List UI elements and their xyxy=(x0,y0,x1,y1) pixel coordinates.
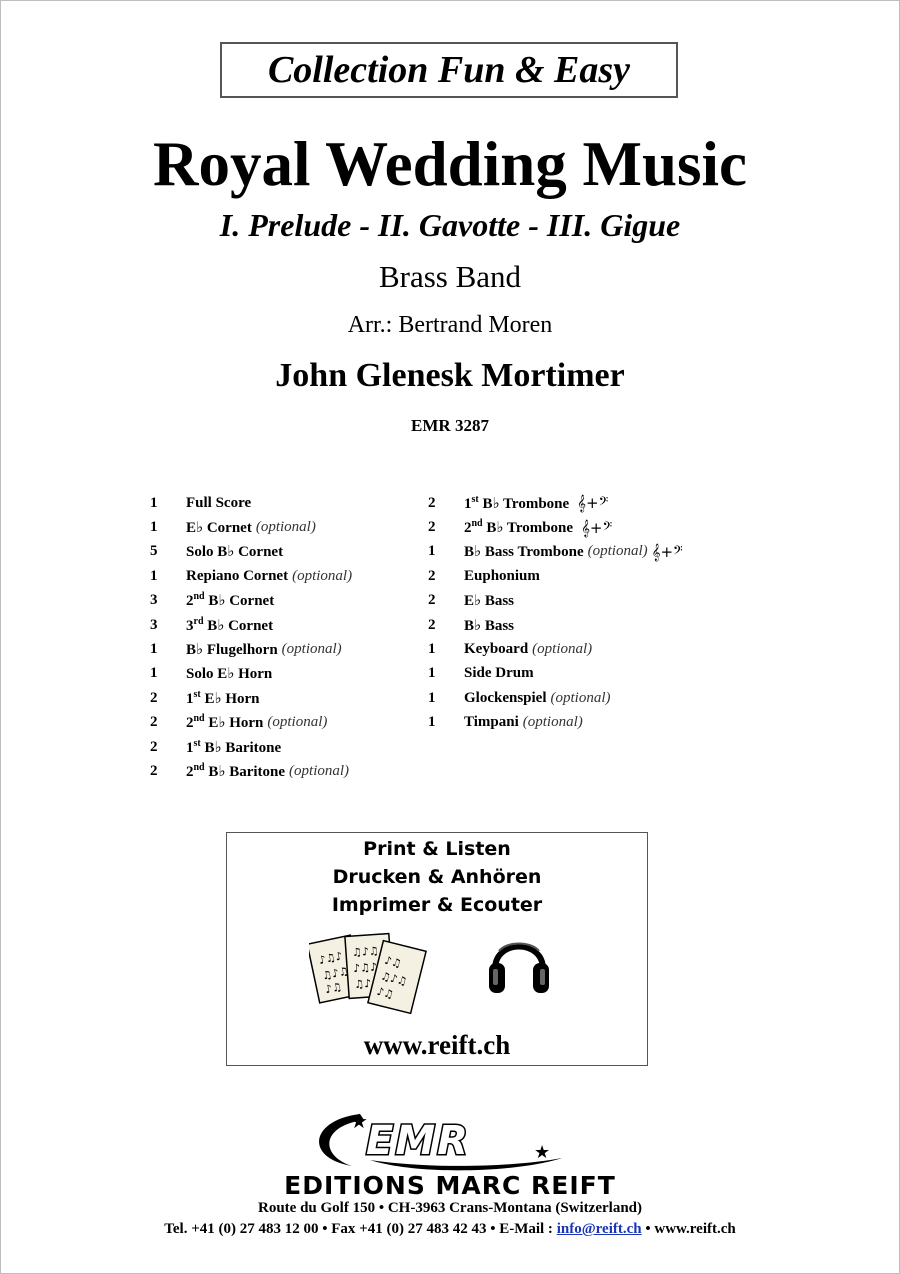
part-name: 1st B♭ Baritone xyxy=(186,737,282,756)
website-link[interactable]: www.reift.ch xyxy=(363,1030,511,1060)
part-item xyxy=(150,735,352,759)
part-qty: 1 xyxy=(150,641,158,658)
svg-text:♫♪♫: ♫♪♫ xyxy=(351,944,380,960)
parts-list-left xyxy=(150,491,352,784)
part-qty: 2 xyxy=(428,519,436,536)
sheet-music-icon xyxy=(309,927,427,1019)
treble-bass-clef-icon: 𝄞+𝄢 xyxy=(581,518,613,537)
part-item xyxy=(150,759,352,783)
part-item xyxy=(428,686,683,710)
part-note: (optional) xyxy=(292,567,353,584)
arranger: Arr.: Bertrand Moren xyxy=(347,312,553,338)
composer: John Glenesk Mortimer xyxy=(275,357,625,394)
svg-text:♫♪♫: ♫♪♫ xyxy=(320,964,350,983)
treble-bass-clef-icon: 𝄞+𝄢 xyxy=(577,494,609,513)
part-qty: 2 xyxy=(428,567,436,584)
part-note: (optional) xyxy=(281,641,342,658)
part-item xyxy=(428,637,683,661)
part-item xyxy=(150,711,352,735)
email-link[interactable]: info@reift.ch xyxy=(556,1221,642,1237)
part-qty: 2 xyxy=(428,494,436,511)
headphones-icon xyxy=(485,927,553,999)
part-name: Euphonium xyxy=(464,567,540,584)
part-item xyxy=(150,491,352,515)
part-item xyxy=(428,540,683,564)
emr-logo xyxy=(300,1106,570,1176)
ensemble: Brass Band xyxy=(378,259,522,294)
part-item xyxy=(150,613,352,637)
promo-line-french: Imprimer & Ecouter xyxy=(331,894,543,916)
footer-website: • www.reift.ch xyxy=(645,1221,736,1237)
part-item xyxy=(150,515,352,539)
part-note: (optional) xyxy=(550,689,611,706)
series-title: Collection Fun & Easy xyxy=(220,42,678,98)
part-qty: 2 xyxy=(428,592,436,609)
part-note: (optional) xyxy=(267,714,328,731)
part-name: Full Score xyxy=(186,494,252,511)
svg-text:★: ★ xyxy=(534,1142,551,1163)
part-qty: 1 xyxy=(150,494,158,511)
publisher-name: EDITIONS MARC REIFT xyxy=(284,1171,616,1200)
part-name: Side Drum xyxy=(464,665,534,682)
part-item xyxy=(150,589,352,613)
page-title: Royal Wedding Music xyxy=(153,129,747,199)
part-note: (optional) xyxy=(522,714,583,731)
treble-bass-clef-icon: 𝄞+𝄢 xyxy=(651,542,683,561)
svg-text:★: ★ xyxy=(350,1109,368,1133)
part-qty: 2 xyxy=(150,738,158,755)
part-qty: 1 xyxy=(150,665,158,682)
part-name: 1st B♭ Trombone xyxy=(464,493,570,512)
movements-subtitle: I. Prelude - II. Gavotte - III. Gigue xyxy=(219,207,681,243)
part-qty: 2 xyxy=(150,714,158,731)
part-item xyxy=(150,564,352,588)
part-qty: 1 xyxy=(428,714,436,731)
svg-text:♪♫: ♪♫ xyxy=(383,953,403,971)
svg-text:♫♪♫: ♫♪♫ xyxy=(379,969,409,989)
part-name: 3rd B♭ Cornet xyxy=(186,615,274,634)
part-name: B♭ Flugelhorn xyxy=(186,642,278,659)
part-note: (optional) xyxy=(532,641,593,658)
svg-text:♪♫♪: ♪♫♪ xyxy=(352,960,378,976)
part-item xyxy=(428,564,683,588)
part-name: Repiano Cornet xyxy=(186,567,289,584)
part-name: Keyboard xyxy=(464,641,529,658)
promo-line-english: Print & Listen xyxy=(363,838,511,860)
part-item xyxy=(428,711,683,735)
part-name: Solo E♭ Horn xyxy=(186,666,273,683)
publisher-address: Route du Golf 150 • CH-3963 Crans-Montana (Switzerland) xyxy=(258,1200,642,1216)
part-note: (optional) xyxy=(255,519,316,536)
svg-text:♪♫♪: ♪♫♪ xyxy=(317,949,344,968)
part-qty: 1 xyxy=(150,519,158,536)
part-name: Timpani xyxy=(464,714,519,731)
part-item xyxy=(150,686,352,710)
svg-text:♫♪: ♫♪ xyxy=(353,976,372,992)
part-item xyxy=(150,637,352,661)
part-item xyxy=(150,540,352,564)
part-qty: 1 xyxy=(428,543,436,560)
part-item xyxy=(428,662,683,686)
svg-text:♪♫: ♪♫ xyxy=(375,984,395,1002)
part-name: B♭ Bass xyxy=(464,617,515,634)
part-qty: 2 xyxy=(150,689,158,706)
part-item xyxy=(428,491,683,515)
svg-text:♪♫: ♪♫ xyxy=(323,980,344,997)
print-listen-box xyxy=(226,832,648,1066)
part-name: 2nd B♭ Baritone xyxy=(186,761,286,780)
emr-logo-text: EMR xyxy=(366,1118,470,1164)
part-qty: 3 xyxy=(150,592,158,609)
promo-line-german: Drucken & Anhören xyxy=(332,866,542,888)
part-name: 1st E♭ Horn xyxy=(186,688,260,707)
contact-line xyxy=(0,1220,900,1239)
part-item xyxy=(428,515,683,539)
catalog-number: EMR 3287 xyxy=(411,416,489,435)
parts-list-right xyxy=(428,491,683,735)
part-name: 2nd B♭ Trombone xyxy=(464,518,574,537)
part-name: 2nd E♭ Horn xyxy=(186,713,264,732)
part-qty: 3 xyxy=(150,616,158,633)
part-qty: 1 xyxy=(428,689,436,706)
part-qty: 5 xyxy=(150,543,158,560)
part-qty: 1 xyxy=(428,641,436,658)
part-name: B♭ Bass Trombone xyxy=(464,544,584,561)
part-name: Solo B♭ Cornet xyxy=(186,544,284,561)
phone-fax: Tel. +41 (0) 27 483 12 00 • Fax +41 (0) 27 483 42 43 • E-Mail : xyxy=(164,1221,553,1237)
part-name: E♭ Cornet xyxy=(186,520,252,537)
part-item xyxy=(428,613,683,637)
part-item xyxy=(428,589,683,613)
part-name: E♭ Bass xyxy=(464,593,515,610)
part-note: (optional) xyxy=(587,543,648,560)
part-qty: 1 xyxy=(150,567,158,584)
part-qty: 2 xyxy=(428,616,436,633)
part-qty: 2 xyxy=(150,762,158,779)
part-note: (optional) xyxy=(289,762,350,779)
part-qty: 1 xyxy=(428,665,436,682)
part-item xyxy=(150,662,352,686)
part-name: 2nd B♭ Cornet xyxy=(186,591,275,610)
part-name: Glockenspiel xyxy=(464,689,547,706)
